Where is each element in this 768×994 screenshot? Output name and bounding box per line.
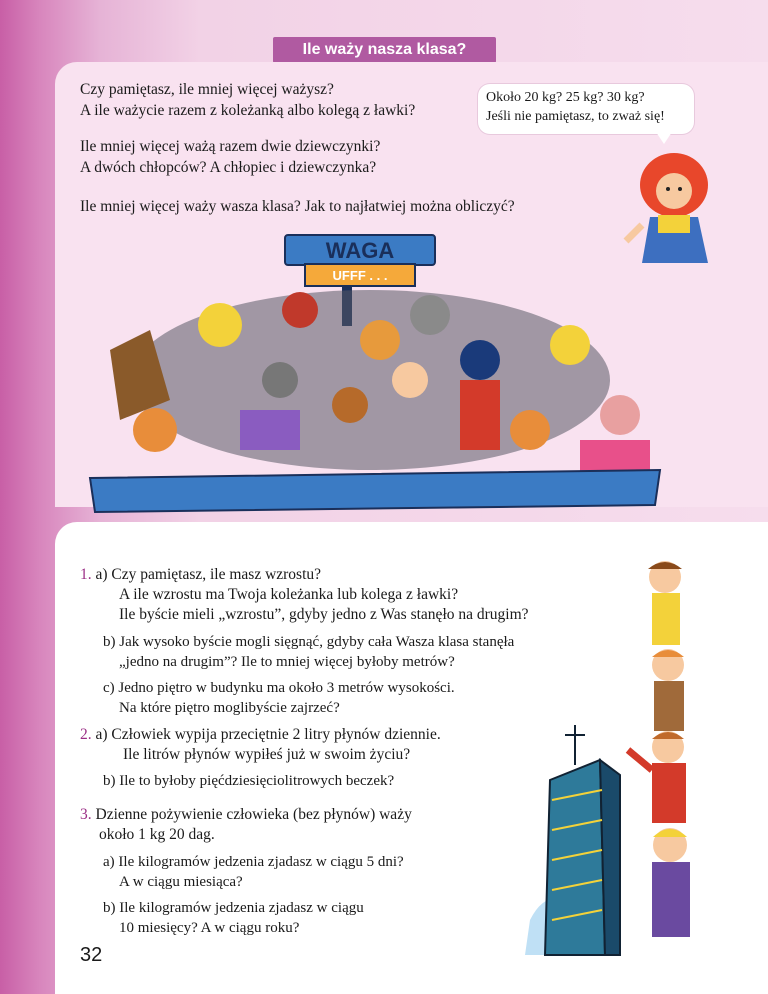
task-1c-line-2: Na które piętro moglibyście zajrzeć? [119,700,340,716]
task-3-line-2: około 1 kg 20 dag. [99,826,215,843]
page-title: Ile waży nasza klasa? [273,37,496,63]
bubble-line-2: Jeśli nie pamiętasz, to zważ się! [486,109,665,124]
task-2a-line-2: Ile litrów płynów wypiłeś już w swoim życiu? [123,746,411,763]
task-1b-line-2: „jedno na drugim”? Ile to mniej więcej byłoby metrów? [119,654,455,670]
stacked-children-illustration [620,555,715,945]
task-3-number: 3. [80,806,92,823]
intro-line-5: Ile mniej więcej waży wasza klasa? Jak to najłatwiej można obliczyć? [80,198,515,215]
scale-label: WAGA [325,238,395,263]
task-2b-line-1: b) Ile to byłoby pięćdziesięciolitrowych beczek? [103,773,395,789]
intro-line-3: Ile mniej więcej ważą razem dwie dziewczynki? [80,138,381,155]
intro-line-2: A ile ważycie razem z koleżanką albo kolegą z ławki? [80,102,416,119]
task-3a-line-1: a) Ile kilogramów jedzenia zjadasz w ciągu 5 dni? [103,854,404,870]
scale-display: UFFF . . . [332,268,388,283]
task-3-line-1: Dzienne pożywienie człowieka (bez płynów) waży [95,806,412,823]
task-2-number: 2. [80,726,92,743]
intro-line-1: Czy pamiętasz, ile mniej więcej ważysz? [80,81,334,98]
task-1b-line-1: b) Jak wysoko byście mogli sięgnąć, gdyby cała Wasza klasa stanęła [103,634,515,650]
task-2 [80,725,441,745]
task-1 [80,565,321,585]
skyscraper-illustration [520,720,630,960]
task-3 [80,805,412,825]
task-2a-line-1: a) Człowiek wypija przeciętnie 2 litry płynów dziennie. [95,726,441,743]
task-1a-line-3: Ile byście mieli „wzrostu”, gdyby jedno z Was stanęło na drugim? [119,606,529,623]
class-on-scale-illustration [80,230,670,515]
bubble-line-1: Około 20 kg? 25 kg? 30 kg? [486,90,645,105]
task-1-number: 1. [80,566,92,583]
task-3b-line-2: 10 miesięcy? A w ciągu roku? [119,920,300,936]
task-3a-line-2: A w ciągu miesiąca? [119,874,243,890]
page-number: 32 [80,944,103,966]
task-1a-line-1: a) Czy pamiętasz, ile masz wzrostu? [95,566,322,583]
task-1c-line-1: c) Jedno piętro w budynku ma około 3 metrów wysokości. [103,680,455,696]
task-1a-line-2: A ile wzrostu ma Twoja koleżanka lub kolega z ławki? [119,586,459,603]
speech-bubble [478,84,694,134]
task-3b-line-1: b) Ile kilogramów jedzenia zjadasz w ciągu [103,900,364,916]
intro-line-4: A dwóch chłopców? A chłopiec i dziewczynka? [80,159,377,176]
